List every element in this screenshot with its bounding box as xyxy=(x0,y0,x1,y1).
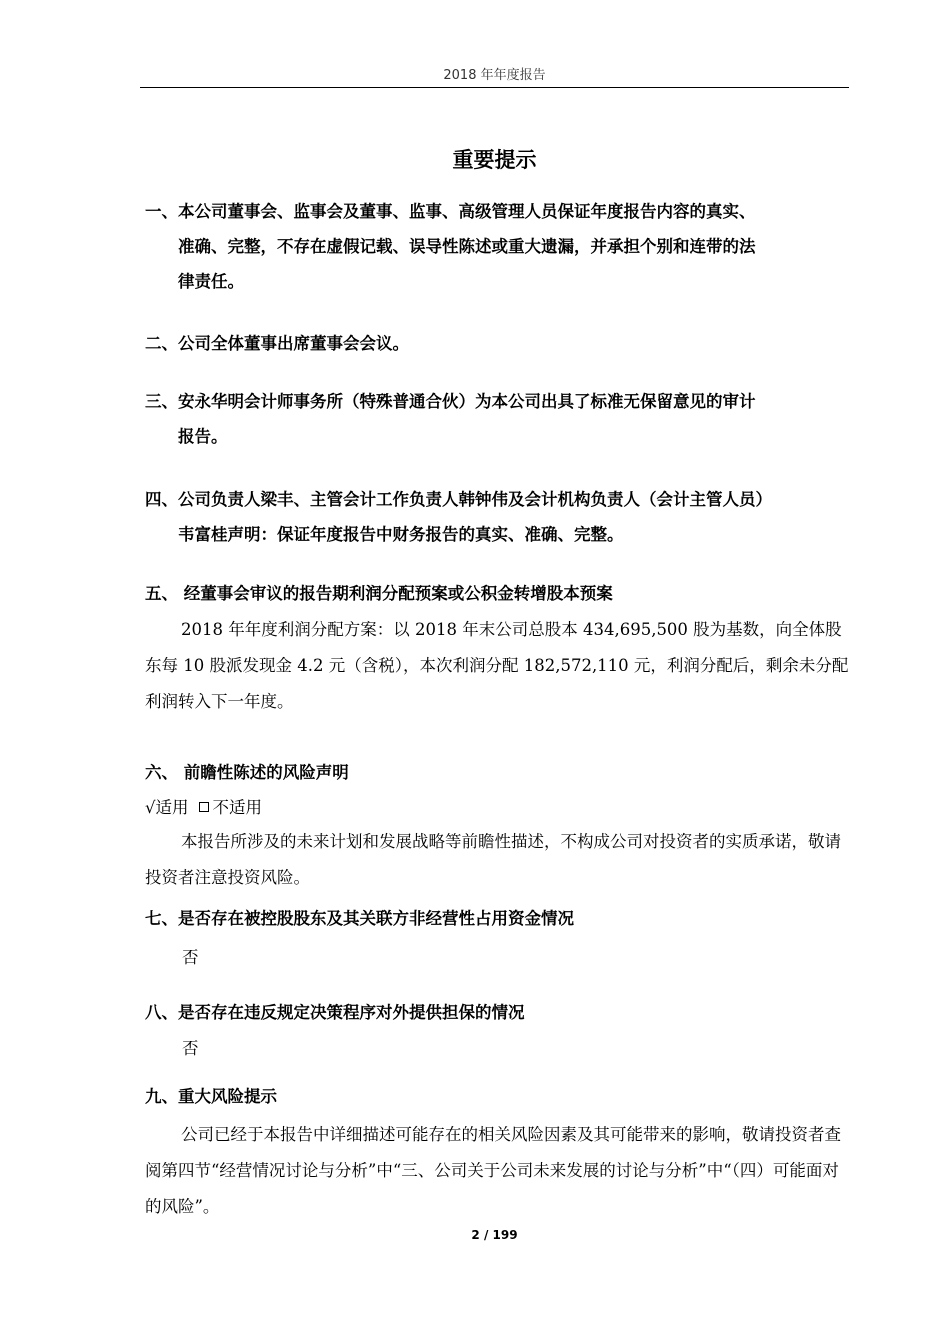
not-applicable-option: 不适用 xyxy=(212,798,263,817)
page-number: 2 / 199 xyxy=(471,1228,518,1242)
section-3-line-2: 报告。 xyxy=(178,427,228,446)
applicability-options xyxy=(145,793,262,823)
section-9-heading-text: 九、重大风险提示 xyxy=(145,1087,277,1106)
section-7-answer: 否 xyxy=(182,948,199,967)
unchecked-box-icon xyxy=(199,802,209,812)
section-5-heading-text: 五、 经董事会审议的报告期利润分配预案或公积金转增股本预案 xyxy=(145,584,613,603)
section-4-line-2: 韦富桂声明：保证年度报告中财务报告的真实、准确、完整。 xyxy=(178,525,624,544)
section-9-body: 公司已经于本报告中详细描述可能存在的相关风险因素及其可能带来的影响，敬请投资者查阅第四节“经营情况讨论与分析”中“三、公司关于公司未来发展的讨论与分析”中“（四）可能面对的风险”。 xyxy=(145,1125,841,1216)
section-8-heading xyxy=(145,995,850,1030)
header-divider xyxy=(140,87,849,88)
section-6-heading-text: 六、 前瞻性陈述的风险声明 xyxy=(145,763,349,782)
section-7-heading-text: 七、是否存在被控股股东及其关联方非经营性占用资金情况 xyxy=(145,909,574,928)
section-1 xyxy=(145,194,850,299)
section-8-heading-text: 八、是否存在违反规定决策程序对外提供担保的情况 xyxy=(145,1003,525,1022)
applicable-checked: √适用 xyxy=(145,798,189,817)
section-3-line-1: 三、安永华明会计师事务所（特殊普通合伙）为本公司出具了标准无保留意见的审计 xyxy=(145,392,756,411)
section-5-body: 2018 年年度利润分配方案：以 2018 年末公司总股本 434,695,500 股为基数，向全体股东每 10 股派发现金 4.2 元（含税），本次利润分配 182,572,110 元，利润分配后，剩余未分配利润转入下一年度。 xyxy=(145,620,849,711)
section-2 xyxy=(145,326,850,361)
section-1-line-2: 准确、完整，不存在虚假记载、误导性陈述或重大遗漏，并承担个别和连带的法 xyxy=(178,237,756,256)
section-5-heading xyxy=(145,576,850,611)
section-3 xyxy=(145,384,850,454)
section-6-body: 本报告所涉及的未来计划和发展战略等前瞻性描述，不构成公司对投资者的实质承诺，敬请投资者注意投资风险。 xyxy=(145,832,841,887)
section-4 xyxy=(145,482,850,552)
section-9-heading xyxy=(145,1079,850,1114)
section-7-heading xyxy=(145,901,850,936)
section-1-line-1: 一、本公司董事会、监事会及董事、监事、高级管理人员保证年度报告内容的真实、 xyxy=(145,202,756,221)
section-2-text: 二、公司全体董事出席董事会会议。 xyxy=(145,334,409,353)
page-header: 2018 年年度报告 xyxy=(443,68,546,83)
section-1-line-3: 律责任。 xyxy=(178,272,244,291)
section-4-line-1: 四、公司负责人梁丰、主管会计工作负责人韩钟伟及会计机构负责人（会计主管人员） xyxy=(145,490,772,509)
section-8-answer: 否 xyxy=(182,1039,199,1058)
section-6-heading xyxy=(145,755,850,790)
page-title: 重要提示 xyxy=(452,148,537,172)
